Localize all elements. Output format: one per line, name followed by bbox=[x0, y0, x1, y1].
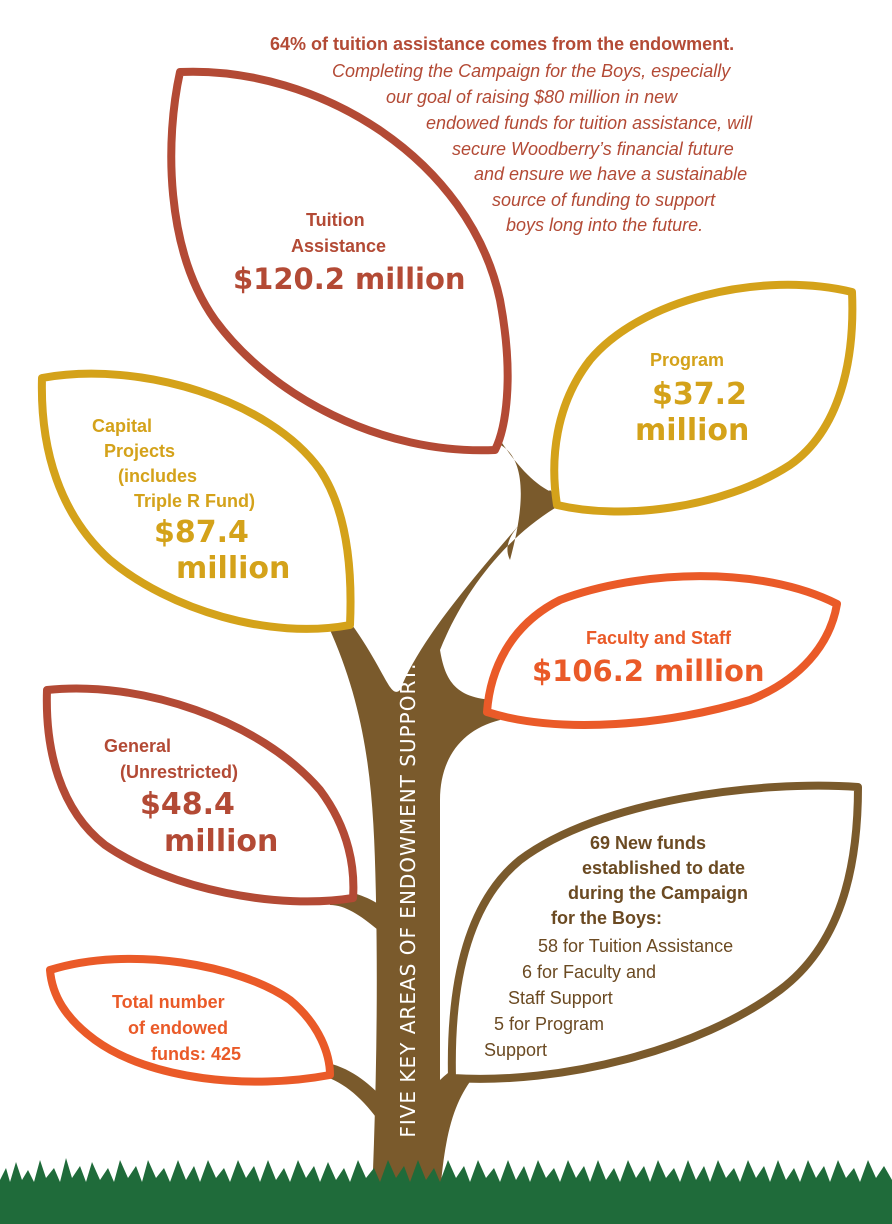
program-amount-line: $37.2 bbox=[652, 377, 747, 412]
general-amount-line: million bbox=[164, 824, 279, 859]
general-label-line: (Unrestricted) bbox=[120, 762, 239, 782]
trunk-label: FIVE KEY AREAS OF ENDOWMENT SUPPORT: bbox=[396, 662, 420, 1138]
capital-label-line: Projects bbox=[104, 441, 176, 461]
capital-label-line: (includes bbox=[118, 466, 198, 486]
intro-line: our goal of raising $80 million in new bbox=[386, 87, 678, 107]
new-funds-item: 6 for Faculty and bbox=[522, 962, 657, 982]
intro-line: source of funding to support bbox=[492, 190, 716, 210]
capital-label-line: Capital bbox=[92, 416, 153, 436]
new-funds-heading-line: 69 New funds bbox=[590, 833, 707, 853]
intro-heading: 64% of tuition assistance comes from the endowment. bbox=[270, 34, 735, 54]
intro-line: endowed funds for tuition assistance, will bbox=[426, 113, 753, 133]
tuition-amount: $120.2 million bbox=[233, 262, 466, 296]
general-label-line: General bbox=[104, 736, 172, 756]
program-amount-line: million bbox=[635, 413, 750, 448]
faculty-label: Faculty and Staff bbox=[586, 628, 732, 648]
new-funds-heading-line: during the Campaign bbox=[568, 883, 748, 903]
intro-line: and ensure we have a sustainable bbox=[474, 164, 748, 184]
new-funds-heading-line: for the Boys: bbox=[551, 908, 663, 928]
capital-amount-line: $87.4 bbox=[154, 515, 249, 550]
grass bbox=[0, 1158, 892, 1224]
total-line: Total number bbox=[112, 992, 225, 1012]
tuition-label-line: Tuition bbox=[306, 210, 365, 230]
faculty-amount: $106.2 million bbox=[532, 654, 765, 688]
new-funds-heading-line: established to date bbox=[582, 858, 746, 878]
tuition-label-line: Assistance bbox=[291, 236, 387, 256]
intro-line: Completing the Campaign for the Boys, especially bbox=[332, 61, 731, 81]
intro-line: secure Woodberry’s financial future bbox=[452, 139, 734, 159]
intro-line: boys long into the future. bbox=[506, 215, 704, 235]
new-funds-item: 58 for Tuition Assistance bbox=[538, 936, 734, 956]
capital-label-line: Triple R Fund) bbox=[134, 491, 255, 511]
total-line: funds: 425 bbox=[151, 1044, 242, 1064]
general-amount-line: $48.4 bbox=[140, 787, 235, 822]
total-line: of endowed bbox=[128, 1018, 228, 1038]
capital-amount-line: million bbox=[176, 551, 291, 586]
new-funds-item: Staff Support bbox=[508, 988, 613, 1008]
tree-trunk bbox=[330, 440, 560, 1224]
program-label: Program bbox=[650, 350, 725, 370]
new-funds-item: Support bbox=[484, 1040, 548, 1060]
new-funds-item: 5 for Program bbox=[494, 1014, 605, 1034]
